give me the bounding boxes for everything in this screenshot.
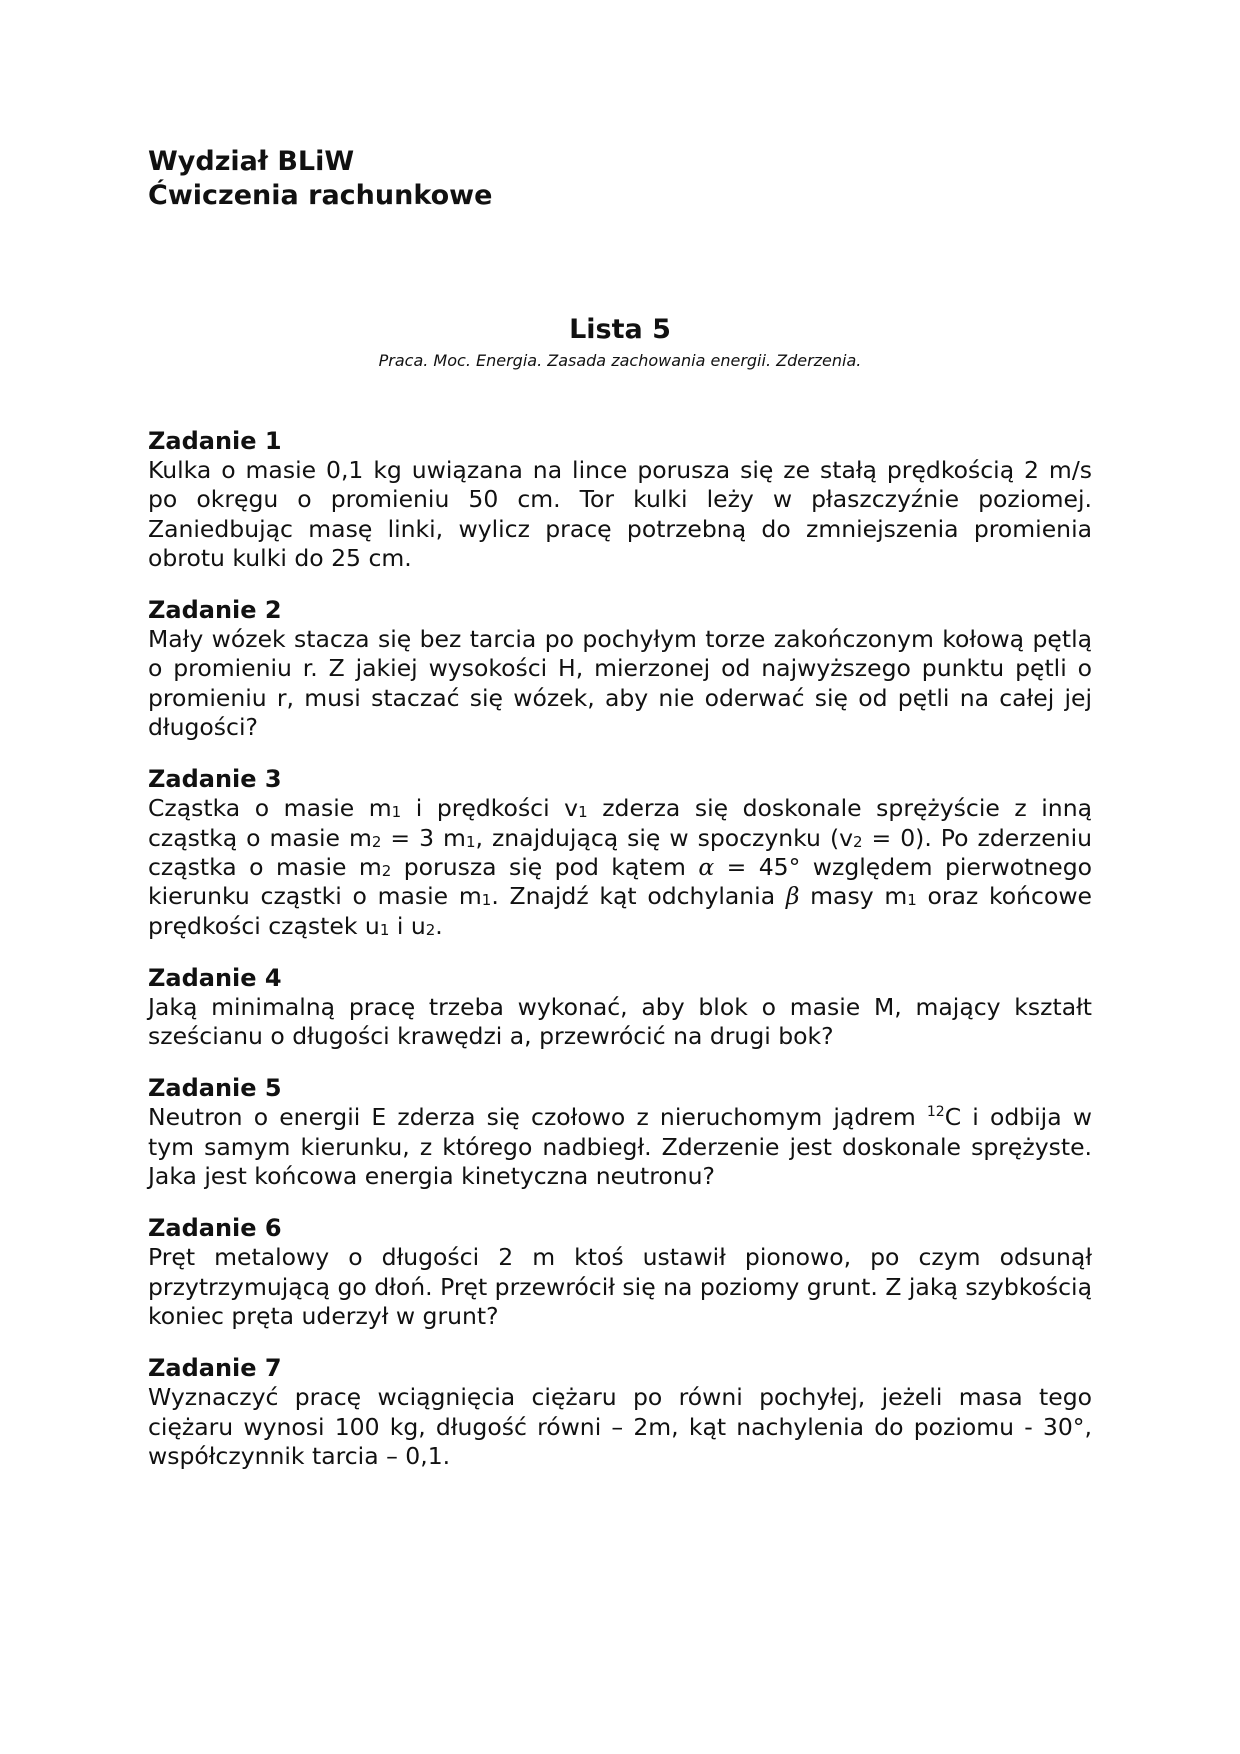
subscript: 1 bbox=[481, 891, 492, 910]
text-run: = 3 m bbox=[381, 823, 466, 852]
subscript: 1 bbox=[578, 803, 588, 822]
task-1 bbox=[148, 427, 1092, 573]
task-3 bbox=[148, 765, 1092, 940]
task-text: Wyznaczyć pracę wciągnięcia ciężaru po równi pochyłej, jeżeli masa tego ciężaru wynosi 100 kg, długość równi – 2m, kąt nachylenia do poziomu - 30°, współczynnik tarcia – 0,1. bbox=[148, 1383, 1092, 1470]
task-text: Jaką minimalną pracę trzeba wykonać, aby blok o masie M, mający kształt sześcianu o długości krawędzi a, przewrócić na drugi bok? bbox=[148, 992, 1092, 1051]
course-type: Ćwiczenia rachunkowe bbox=[148, 180, 493, 211]
faculty-name: Wydział BLiW bbox=[148, 146, 355, 177]
subscript: 1 bbox=[465, 832, 476, 851]
task-title: Zadanie 2 bbox=[148, 596, 282, 625]
alpha-symbol: α bbox=[698, 852, 715, 881]
task-title: Zadanie 5 bbox=[148, 1074, 282, 1103]
task-5 bbox=[148, 1074, 1092, 1191]
subscript: 2 bbox=[381, 861, 392, 880]
task-4 bbox=[148, 964, 1092, 1052]
text-run: Neutron o energii E zderza się czołowo z nieruchomym jądrem bbox=[148, 1103, 927, 1132]
task-2 bbox=[148, 596, 1092, 742]
task-text bbox=[148, 794, 1092, 940]
text-run: Cząstka o masie m bbox=[148, 794, 392, 823]
task-6 bbox=[148, 1214, 1092, 1331]
task-list bbox=[148, 427, 1092, 1494]
subscript: 2 bbox=[853, 832, 863, 851]
text-run: zderza się doskonale sprężyście z inną cząstką o masie m bbox=[148, 794, 1092, 852]
text-run: i u bbox=[389, 911, 426, 940]
task-title: Zadanie 4 bbox=[148, 963, 282, 992]
text-run: = 0). Po zderzeniu cząstka o masie m bbox=[148, 823, 1092, 881]
superscript: 12 bbox=[926, 1104, 945, 1121]
subscript: 2 bbox=[425, 920, 436, 939]
subscript: 1 bbox=[379, 920, 390, 939]
text-run: . bbox=[435, 911, 443, 940]
text-run: C i odbija w tym samym kierunku, z którego nadbiegł. Zderzenie jest doskonale sprężyste. Jaka jest końcowa energia kinetyczna neutronu? bbox=[148, 1103, 1092, 1191]
text-run: i prędkości v bbox=[401, 794, 579, 823]
task-title: Zadanie 1 bbox=[148, 427, 282, 455]
text-run: , znajdującą się w spoczynku (v bbox=[475, 823, 854, 852]
task-text: Kulka o masie 0,1 kg uwiązana na lince porusza się ze stałą prędkością 2 m/s po okręgu o promieniu 50 cm. Tor kulki leży w płaszczyźnie poziomej. Zaniedbując masę linki, wylicz pracę potrzebną do zmniejszenia promienia obrotu kulki do 25 cm. bbox=[148, 456, 1092, 572]
subscript: 1 bbox=[907, 891, 917, 910]
task-text bbox=[148, 1103, 1092, 1191]
task-title: Zadanie 3 bbox=[148, 765, 282, 794]
text-run: . Znajdź kąt odchylania bbox=[491, 882, 786, 911]
task-title: Zadanie 7 bbox=[148, 1354, 282, 1383]
beta-symbol: β bbox=[785, 882, 800, 911]
subscript: 1 bbox=[391, 803, 402, 822]
subscript: 2 bbox=[371, 832, 382, 851]
task-text: Pręt metalowy o długości 2 m ktoś ustawił pionowo, po czym odsunął przytrzymującą go dłoń. Pręt przewrócił się na poziomy grunt. Z jaką szybkością koniec pręta uderzył w grunt? bbox=[148, 1243, 1092, 1330]
text-run: = 45° względem pierwotnego kierunku cząstki o masie m bbox=[148, 852, 1092, 911]
text-run: masy m bbox=[799, 882, 908, 911]
document-header bbox=[148, 145, 492, 213]
list-subtitle: Praca. Moc. Energia. Zasada zachowania energii. Zderzenia. bbox=[378, 351, 862, 370]
text-run: porusza się pod kątem bbox=[391, 852, 699, 881]
task-title: Zadanie 6 bbox=[148, 1214, 282, 1243]
list-title: Lista 5 bbox=[569, 314, 671, 345]
task-7 bbox=[148, 1354, 1092, 1471]
text-run: oraz końcowe prędkości cząstek u bbox=[148, 882, 1093, 940]
task-text: Mały wózek stacza się bez tarcia po pochyłym torze zakończonym kołową pętlą o promieniu r. Z jakiej wysokości H, mierzonej od najwyższego punktu pętli o promieniu r, musi staczać się wózek, aby nie oderwać się od pętli na całej jej długości? bbox=[148, 625, 1092, 742]
